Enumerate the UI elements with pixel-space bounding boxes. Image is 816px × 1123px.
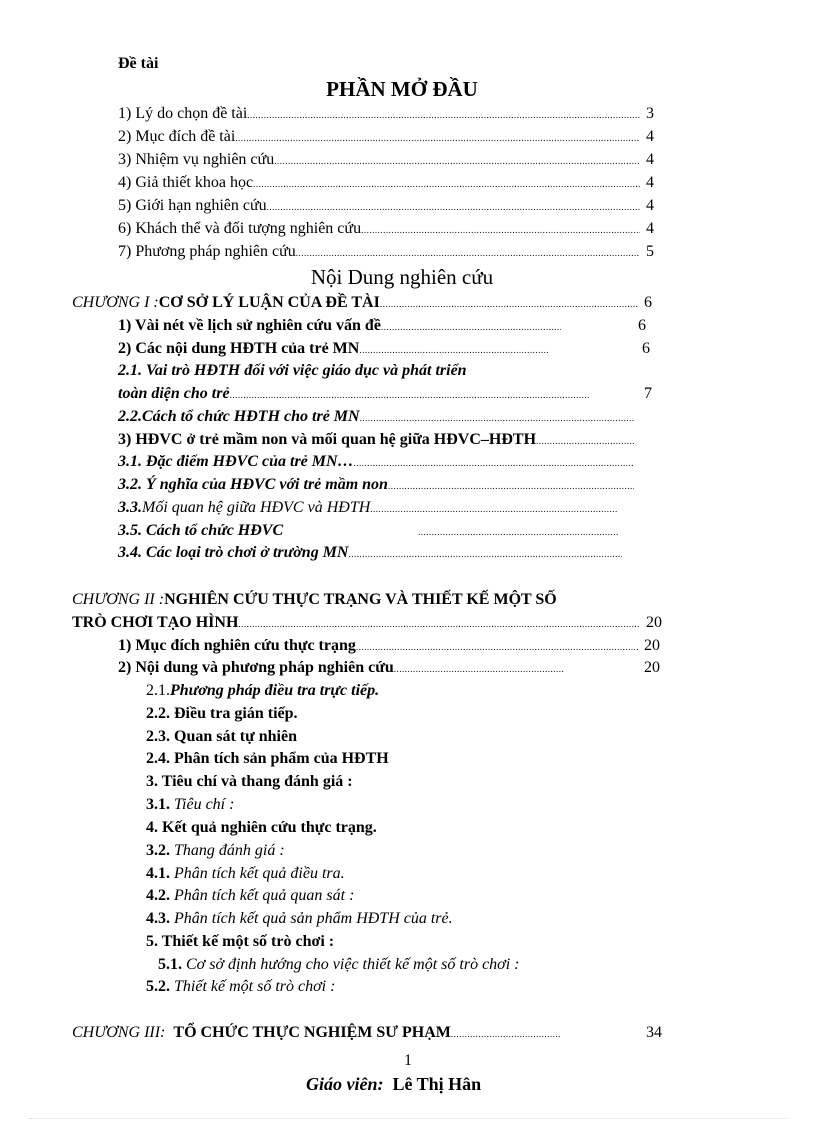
toc-row: [118, 475, 634, 496]
toc-label: 3.4. Các loại trò chơi ở trường MN: [118, 544, 349, 561]
toc-page: 7: [644, 385, 652, 402]
chapter-prefix: CHƯƠNG II :: [72, 591, 165, 608]
sub-number: 5.: [146, 933, 158, 950]
sub-number: 4.3.: [146, 910, 170, 927]
sub-item: [146, 681, 379, 701]
sub-item: [146, 886, 354, 906]
chapter-title-line2: TRÒ CHƠI TẠO HÌNH: [72, 614, 239, 631]
toc-page: 3: [646, 105, 654, 122]
toc-page: 6: [638, 317, 646, 334]
toc-row: [118, 104, 654, 125]
toc-row: [118, 173, 654, 194]
sub-text: Phân tích sản phẩm của HĐTH: [174, 750, 389, 767]
sub-item: [146, 727, 297, 747]
toc-row: [118, 658, 660, 679]
toc-row: [118, 339, 650, 360]
sub-item: [146, 749, 389, 769]
sub-number: 4.: [146, 819, 158, 836]
sub-text: Tiêu chí và thang đánh giá :: [161, 773, 353, 790]
footer-teacher: [306, 1072, 481, 1096]
toc-row: [118, 196, 654, 217]
sub-number: 3.: [146, 773, 158, 790]
toc-page: 4: [646, 220, 654, 237]
sub-text: Thiết kế một số trò chơi :: [174, 978, 336, 995]
toc-label: 3.5. Cách tổ chức HĐVC: [118, 522, 284, 539]
toc-page: 4: [646, 197, 654, 214]
page-number: 1: [404, 1052, 412, 1069]
toc-label: 2.2.Cách tổ chức HĐTH cho trẻ MN: [118, 408, 360, 425]
toc-label: 2) Mục đích đề tài: [118, 128, 236, 145]
sub-item: [146, 704, 298, 724]
toc-label: 3.2. Ý nghĩa của HĐVC với trẻ mầm non: [118, 476, 388, 493]
toc-row: [118, 384, 652, 405]
sub-item: [146, 932, 334, 952]
chapter-title-line1: NGHIÊN CỨU THỰC TRẠNG VÀ THIẾT KẾ MỘT SỐ: [164, 591, 557, 608]
sub-item: [146, 841, 285, 861]
toc-page: 5: [646, 243, 654, 260]
sub-item: [146, 818, 377, 838]
sub-text: Thiết kế một số trò chơi :: [161, 933, 335, 950]
toc-row: [118, 407, 634, 428]
chapter-title: CƠ SỞ LÝ LUẬN CỦA ĐỀ TÀI: [158, 294, 380, 311]
sub-number: 2.1.: [146, 682, 170, 699]
toc-number: 3.3.: [118, 499, 142, 516]
sub-number: 2.3.: [146, 728, 170, 745]
toc-row: [118, 242, 654, 263]
toc-row: [118, 521, 618, 542]
intro-title: PHẦN MỞ ĐẦU: [326, 77, 478, 101]
sub-number: 2.2.: [146, 705, 170, 722]
toc-label: 1) Lý do chọn đề tài: [118, 105, 248, 122]
sub-number: 2.4.: [146, 750, 170, 767]
teacher-label: Giáo viên:: [306, 1074, 384, 1094]
sub-item: [158, 955, 520, 975]
toc-row: [118, 452, 634, 473]
sub-text: Phương pháp điều tra trực tiếp.: [170, 682, 380, 699]
chapter-1-row: [72, 293, 652, 314]
toc-row: [118, 150, 654, 171]
bottom-divider: [28, 1118, 788, 1119]
toc-label: 1) Vài nét về lịch sử nghiên cứu vấn đề: [118, 317, 381, 334]
toc-row: [118, 636, 660, 657]
sub-number: 4.1.: [146, 865, 170, 882]
toc-label: 3.1. Đặc điểm HĐVC của trẻ MN…: [118, 453, 354, 470]
toc-row: [118, 430, 634, 451]
toc-label: 3) Nhiệm vụ nghiên cứu: [118, 151, 275, 168]
chapter-2-heading: [72, 590, 557, 610]
sub-text: Điều tra gián tiếp.: [174, 705, 298, 722]
toc-label: Mối quan hệ giữa HĐVC và HĐTH: [142, 499, 371, 516]
chapter-title: TỔ CHỨC THỰC NGHIỆM SƯ PHẠM: [173, 1024, 451, 1041]
toc-page: 4: [646, 128, 654, 145]
sub-text: Kết quả nghiên cứu thực trạng.: [162, 819, 377, 836]
sub-number: 5.2.: [146, 978, 170, 995]
toc-label: 2) Nội dung và phương pháp nghiên cứu: [118, 659, 394, 676]
chapter-page: 20: [646, 614, 662, 631]
sub-text: Thang đánh giá :: [174, 842, 285, 859]
toc-label: 5) Giới hạn nghiên cứu: [118, 197, 267, 214]
toc-label: 2) Các nội dung HĐTH của trẻ MN: [118, 340, 360, 357]
sub-text: Phân tích kết quả sản phẩm HĐTH của trẻ.: [174, 910, 453, 927]
teacher-name: Lê Thị Hân: [392, 1074, 482, 1094]
sub-number: 5.1.: [158, 956, 182, 973]
chapter-page: 34: [646, 1024, 662, 1041]
toc-label: 7) Phương pháp nghiên cứu: [118, 243, 296, 260]
chapter-page: 6: [644, 294, 652, 311]
toc-label: 2.1. Vai trò HĐTH đối với việc giáo dục và phát triển: [118, 362, 467, 379]
sub-number: 3.2.: [146, 842, 170, 859]
chapter-prefix: CHƯƠNG III:: [72, 1024, 166, 1041]
sub-item: [146, 977, 335, 997]
toc-label: 6) Khách thể và đối tượng nghiên cứu: [118, 220, 362, 237]
toc-row: [118, 219, 654, 240]
sub-text: Cơ sở định hướng cho việc thiết kế một số trò chơi :: [186, 956, 520, 973]
sub-item: [146, 795, 234, 815]
sub-number: 3.1.: [146, 796, 170, 813]
toc-page: 4: [646, 151, 654, 168]
toc-label: 4) Giả thiết khoa học: [118, 174, 254, 191]
sub-item: [146, 864, 345, 884]
sub-text: Phân tích kết quả quan sát :: [174, 887, 355, 904]
sub-item: [146, 909, 453, 929]
chapter-prefix: CHƯƠNG I :: [72, 294, 159, 311]
topic-label: Đề tài: [118, 55, 159, 72]
toc-page: 20: [644, 659, 660, 676]
sub-text: Tiêu chí :: [174, 796, 235, 813]
toc-row: [118, 498, 618, 519]
sub-text: Quan sát tự nhiên: [174, 728, 297, 745]
toc-page: 20: [644, 637, 660, 654]
toc-row: [118, 543, 622, 564]
sub-number: 4.2.: [146, 887, 170, 904]
sub-text: Phân tích kết quả điều tra.: [174, 865, 345, 882]
content-title: Nội Dung nghiên cứu: [310, 265, 494, 289]
toc-page: 6: [642, 340, 650, 357]
toc-label: 1) Mục đích nghiên cứu thực trạng: [118, 637, 356, 654]
chapter-2-row: [72, 613, 662, 634]
toc-page: 4: [646, 174, 654, 191]
toc-label: toàn diện cho trẻ: [118, 385, 230, 402]
chapter-3-row: [72, 1023, 662, 1044]
sub-item: [146, 772, 353, 792]
toc-row: [118, 127, 654, 148]
toc-row: [118, 316, 646, 337]
toc-label: 3) HĐVC ở trẻ mầm non và mối quan hệ giữa HĐVC–HĐTH: [118, 431, 537, 448]
